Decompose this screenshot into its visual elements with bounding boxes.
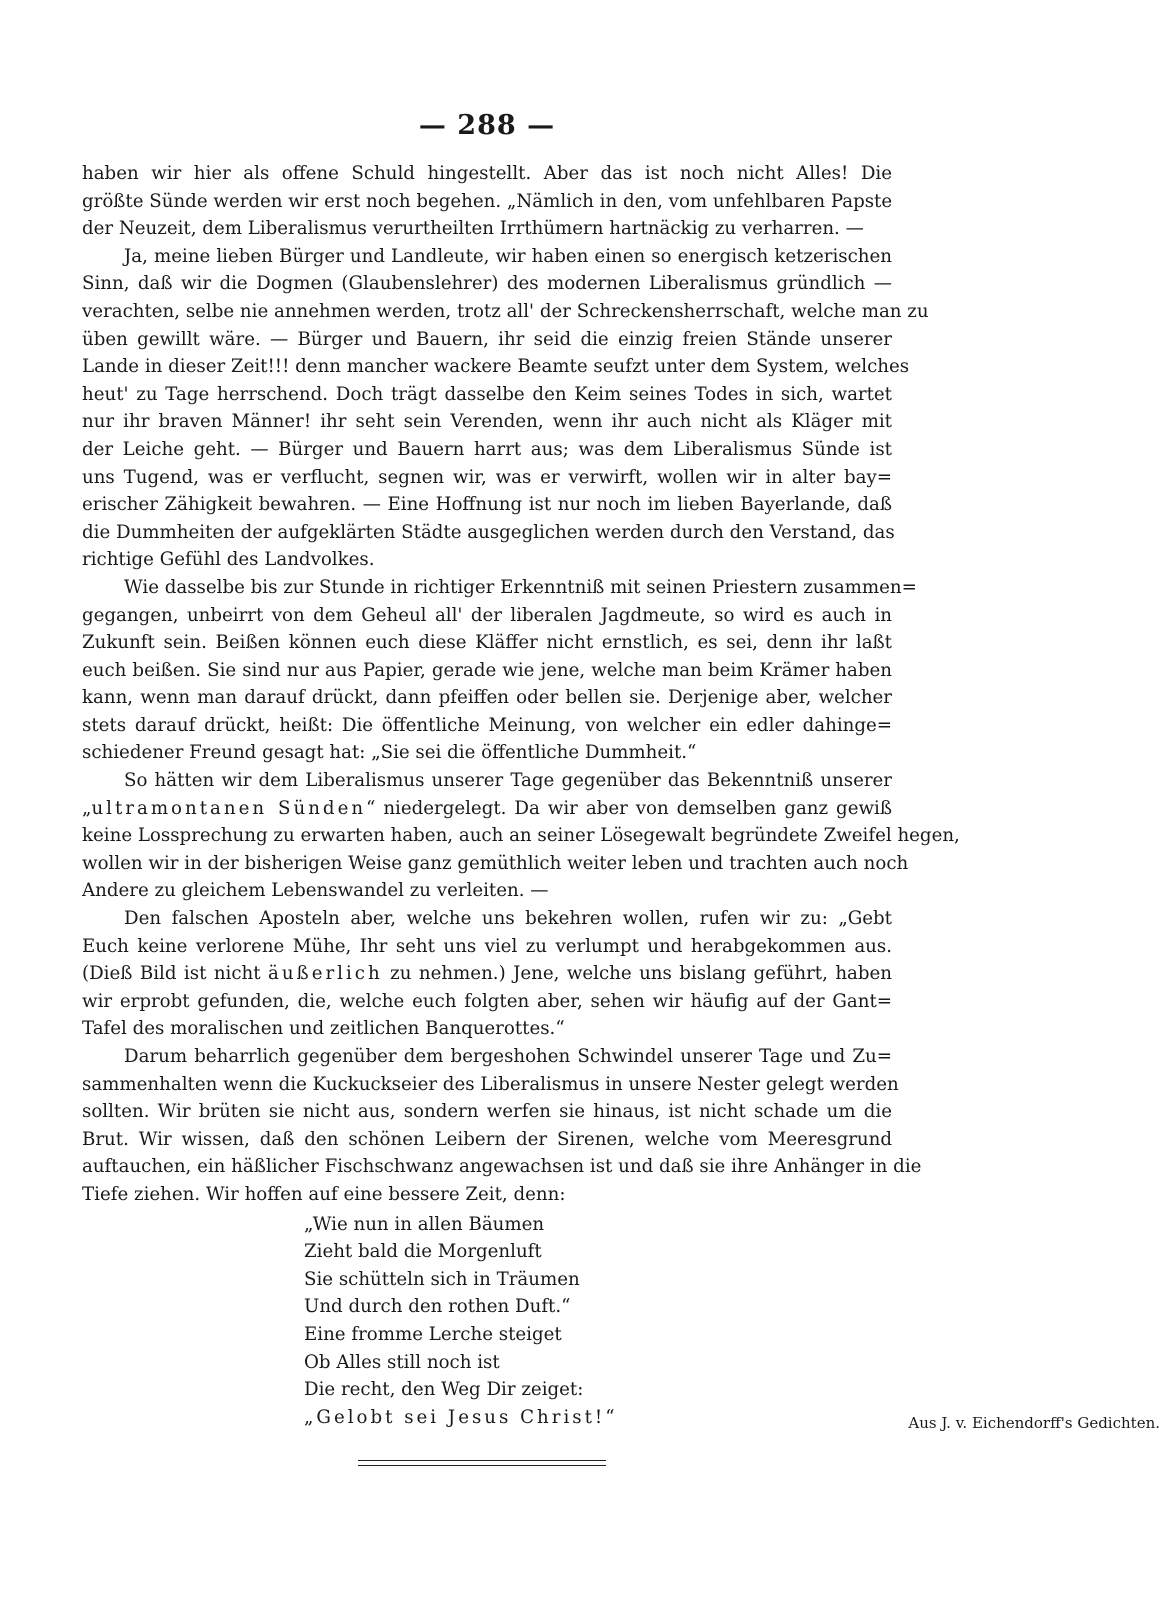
poem-line: „Wie nun in allen Bäumen (304, 1213, 545, 1235)
text-line: euch beißen. Sie sind nur aus Papier, gerade wie jene, welche man beim Krämer haben (82, 659, 892, 681)
text-line: schiedener Freund gesagt hat: „Sie sei die öffentliche Dummheit.“ (82, 742, 697, 764)
text-line: nur ihr braven Männer! ihr seht sein Verenden, wenn ihr auch nicht als Kläger mit (82, 411, 892, 433)
text-line (82, 767, 892, 795)
text-segment: wir erprobt gefunden, die, welche euch folgten aber, sehen wir häufig auf der Gant= (82, 990, 892, 1012)
text-segment: keine Lossprechung zu erwarten haben, auch an seiner Lösegewalt begründete Zweifel hegen, (82, 825, 960, 847)
text-line: üben gewillt wäre. — Bürger und Bauern, ihr seid die einzig freien Stände unserer (82, 328, 892, 350)
text-line (82, 822, 960, 850)
text-segment: zu nehmen.) Jene, welche uns bislang geführt, haben (382, 963, 892, 985)
text-segment: Tafel des moralischen und zeitlichen Banquerottes.“ (82, 1018, 565, 1040)
text-line: größte Sünde werden wir erst noch begehen. „Nämlich in den, vom unfehlbaren Papste (82, 190, 893, 212)
text-segment: Euch keine verlorene Mühe, Ihr seht uns viel zu verlumpt und herabgekommen aus. (82, 935, 892, 957)
text-segment: Den falschen Aposteln aber, welche uns bekehren wollen, rufen wir zu: „Gebt (124, 908, 892, 930)
text-line: Tiefe ziehen. Wir hoffen auf eine bessere Zeit, denn: (82, 1183, 566, 1205)
text-segment: (Dieß Bild ist nicht (82, 963, 268, 985)
poem-line: Sie schütteln sich in Träumen (304, 1268, 580, 1290)
paragraph (82, 1043, 922, 1209)
text-line: Brut. Wir wissen, daß den schönen Leibern der Sirenen, welche vom Meeresgrund (82, 1128, 892, 1150)
paragraph (82, 574, 917, 767)
paragraph (82, 767, 960, 905)
paragraph (82, 905, 892, 1043)
text-line: erischer Zähigkeit bewahren. — Eine Hoffnung ist nur noch im lieben Bayerlande, daß (82, 494, 892, 516)
text-line (82, 988, 892, 1016)
text-line: die Dummheiten der aufgeklärten Städte ausgeglichen werden durch den Verstand, das (82, 521, 895, 543)
text-line: Ja, meine lieben Bürger und Landleute, wir haben einen so energisch ketzerischen (124, 245, 892, 267)
text-line: Zukunft sein. Beißen können euch diese Kläffer nicht ernstlich, es sei, denn ihr laßt (82, 632, 892, 654)
paragraph (82, 160, 892, 243)
text-line: der Leiche geht. — Bürger und Bauern harrt aus; was dem Liberalismus Sünde ist (82, 438, 892, 460)
poem-line: Eine fromme Lerche steiget (304, 1323, 562, 1345)
poem-line: Ob Alles still noch ist (304, 1351, 500, 1373)
text-line: uns Tugend, was er verflucht, segnen wir, was er verwirft, wollen wir in alter bay= (82, 466, 892, 488)
poem-line: „Gelobt sei Jesus Christ!“ (304, 1406, 618, 1428)
text-line: sollten. Wir brüten sie nicht aus, sondern werfen sie hinaus, ist nicht schade um die (82, 1101, 892, 1123)
poem (304, 1211, 1160, 1432)
text-line: kann, wenn man darauf drückt, dann pfeiffen oder bellen sie. Derjenige aber, welcher (82, 687, 892, 709)
text-segment: “ niedergelegt. Da wir aber von demselben ganz gewiß (366, 797, 892, 819)
text-line: verachten, selbe nie annehmen werden, trotz all' der Schreckensherrschaft, welche man zu (82, 300, 929, 322)
text-line: sammenhalten wenn die Kuckuckseier des Liberalismus in unsere Nester gelegt werden (82, 1073, 899, 1095)
text-line (82, 795, 892, 823)
body-text (82, 160, 960, 1209)
closing-rule (358, 1460, 606, 1466)
text-line: gegangen, unbeirrt von dem Geheul all' der liberalen Jagdmeute, so wird es auch in (82, 604, 892, 626)
rule-line (358, 1465, 606, 1466)
poem-line: Und durch den rothen Duft.“ (304, 1296, 571, 1318)
text-line: Wie dasselbe bis zur Stunde in richtiger Erkenntniß mit seinen Priestern zusammen= (124, 576, 917, 598)
text-segment: „ (82, 797, 92, 819)
emphasized-text: äußerlich (268, 963, 383, 985)
text-line (82, 877, 892, 905)
text-segment: wollen wir in der bisherigen Weise ganz gemüthlich weiter leben und trachten auch noch (82, 852, 909, 874)
text-segment: Andere zu gleichem Lebenswandel zu verleiten. — (82, 880, 549, 902)
text-line (82, 933, 892, 961)
text-line: der Neuzeit, dem Liberalismus verurtheilten Irrthümern hartnäckig zu verharren. — (82, 218, 864, 240)
paragraph (82, 243, 929, 574)
document-page (82, 108, 1160, 1432)
text-segment: So hätten wir dem Liberalismus unserer Tage gegenüber das Bekenntniß unserer (124, 770, 892, 792)
rule-line (358, 1460, 606, 1461)
text-line: heut' zu Tage herrschend. Doch trägt dasselbe den Keim seines Todes in sich, wartet (82, 383, 892, 405)
text-line: richtige Gefühl des Landvolkes. (82, 549, 375, 571)
text-line (82, 905, 892, 933)
text-line (82, 850, 909, 878)
text-line: Lande in dieser Zeit!!! denn mancher wackere Beamte seufzt unter dem System, welches (82, 356, 910, 378)
text-line: Sinn, daß wir die Dogmen (Glaubenslehrer) des modernen Liberalismus gründlich — (82, 273, 892, 295)
page-number: — 288 — (418, 110, 556, 141)
poem-line: Zieht bald die Morgenluft (304, 1241, 542, 1263)
text-line: Darum beharrlich gegenüber dem bergeshohen Schwindel unserer Tage und Zu= (124, 1046, 892, 1067)
text-line: auftauchen, ein häßlicher Fischschwanz angewachsen ist und daß sie ihre Anhänger in die (82, 1156, 922, 1178)
text-line (82, 1015, 892, 1043)
poem-line: Die recht, den Weg Dir zeiget: (304, 1379, 584, 1401)
emphasized-text: ultramontanen Sünden (91, 797, 367, 819)
poem-attribution: Aus J. v. Eichendorff's Gedichten. (908, 1413, 1160, 1432)
text-line (82, 960, 892, 988)
text-line: stets darauf drückt, heißt: Die öffentliche Meinung, von welcher ein edler dahinge= (82, 714, 892, 736)
text-line: haben wir hier als offene Schuld hingestellt. Aber das ist noch nicht Alles! Die (82, 163, 892, 184)
